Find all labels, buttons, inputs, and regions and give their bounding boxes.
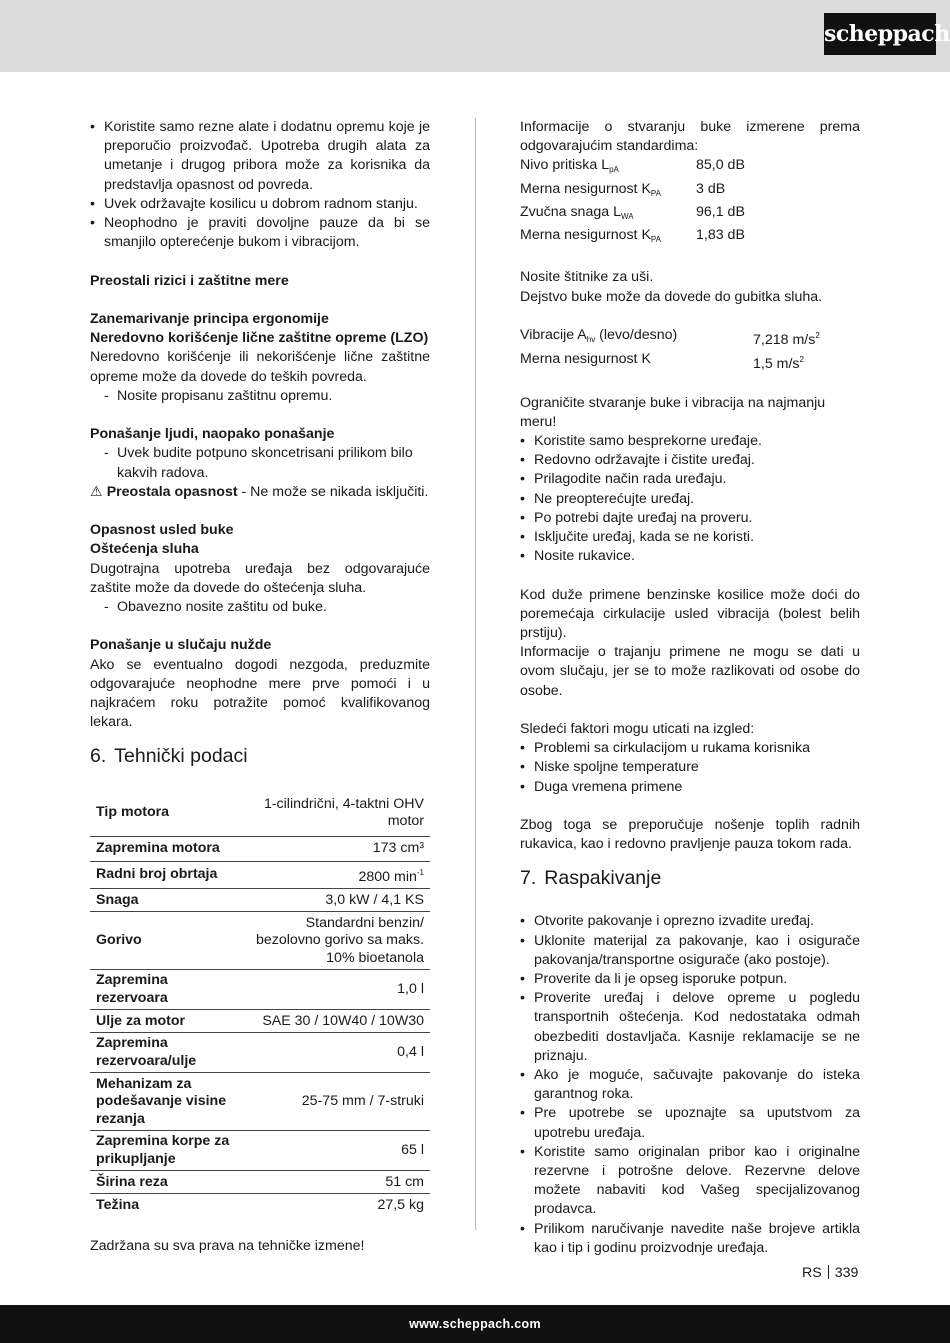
ear-protection-text: Nosite štitnike za uši. [520,269,654,286]
table-row: Širina reza 51 cm [90,1171,430,1194]
hearing-text: Dugotrajna upotreba uređaja bez odgovarajuće zaštite može da dovede do oštećenja sluha. [90,560,430,596]
ppe-dash-item: - Nosite propisanu zaštitnu opremu. [90,387,430,406]
page-number: RS 339 [802,1265,859,1281]
behavior-heading: Ponašanje ljudi, naopako ponašanje [90,426,335,443]
ppe-text: Neredovno korišćenje ili nekorišćenje lične zaštitne opreme može da dovede do teških povreda. [90,349,430,385]
unpack-bullet-list [520,912,860,1258]
right-column [520,118,860,1258]
table-row: Zapremina motora 173 cm³ [90,836,430,861]
list-item: • Nosite rukavice. [520,547,860,566]
limit-text: Ograničite stvaranje buke i vibracija na najmanju meru! [520,394,826,430]
list-item: • Redovno održavajte i čistite uređaj. [520,451,860,470]
factors-list [520,739,860,797]
table-row: Gorivo Standardni benzin/ bezolovno gorivo sa maks. 10% bioetanola [90,912,430,970]
table-row: Zapremina korpe za prikupljanje 65 l [90,1131,430,1171]
residual-risk-line [90,483,430,502]
residual-risk-text: - Ne može se nikada isključiti. [237,483,429,500]
header-bar [0,0,950,72]
gloves-text: Zbog toga se preporučuje nošenje toplih radnih rukavica, kao i redovno pravljenje pauza tokom rada. [520,817,860,853]
noise-effect-text: Dejstvo buke može da dovede do gubitka sluha. [520,288,823,305]
list-item: • Niske spoljne temperature [520,758,860,777]
list-item: • Otvorite pakovanje i oprezno izvadite uređaj. [520,912,860,931]
table-row: Zapremina rezervoara/ulje 0,4 l [90,1033,430,1073]
left-column [90,118,430,1256]
list-item: • Po potrebi dajte uređaj na proveru. [520,509,860,528]
risks-heading: Preostali rizici i zaštitne mere [90,272,289,289]
table-row: Radni broj obrtaja 2800 $\min^{-1}$ [90,861,430,889]
warning-triangle-icon: ⚠ [90,483,103,500]
footer-bar [0,1305,950,1343]
list-item: • Problemi sa cirkulacijom u rukama korisnika [520,739,860,758]
residual-risk-label: Preostala opasnost [106,483,238,500]
column-divider [475,118,476,1230]
scheppach-logo: scheppach [824,13,936,55]
ergonomics-heading: Zanemarivanje principa ergonomije [90,311,329,327]
list-item: • Proverite da li je opseg isporuke potpun. [520,970,860,989]
noise-heading: Opasnost usled buke [90,522,234,539]
list-item: • Ako je moguće, sačuvajte pakovanje do isteka garantnog roka. [520,1066,860,1104]
behavior-dash-item: - Uvek budite potpuno skoncetrisani prilikom bilo kakvih radova. [90,444,430,482]
hearing-heading: Oštećenja sluha [90,541,199,558]
list-item: • Pre upotrebe se upoznajte sa uputstvom za upotrebu uređaja. [520,1104,860,1142]
intro-bullet-list [90,118,430,252]
noise-value-row: Merna nesigurnost $K_{PA}$ 3 dB [520,180,726,198]
noise-value-row: Zvučna snaga $L_{WA}$ 96,1 dB [520,203,745,221]
list-item: • Prilagodite način rada uređaju. [520,470,860,489]
emergency-heading: Ponašanje u slučaju nužde [90,637,272,654]
list-item: • Koristite samo besprekorne uređaje. [520,432,860,451]
table-row: Tip motora 1-cilindrični, 4-taktni OHV motor [90,790,430,836]
list-item: • Duga vremena primene [520,778,860,797]
table-row: Snaga 3,0 kW / 4,1 KS [90,889,430,912]
list-item: • Koristite samo rezne alate i dodatnu opremu koje je preporučio proizvođač. Upotreba drugih alata za umetanje i drugog pribora može za korisnika da predstavlja opasnost od povreda. [90,118,430,195]
technical-changes-note: Zadržana su sva prava na tehničke izmene! [90,1237,365,1254]
section-7-title: 7. Raspakivanje [520,867,662,890]
limit-bullet-list [520,432,860,566]
website-link[interactable]: www.scheppach.com [409,1317,541,1331]
ppe-heading: Neredovno korišćenje lične zaštitne opreme (LZO) [90,330,429,347]
duration-text: Informacije o trajanju primene ne mogu se dati u ovom slučaju, jer se to može razlikovati od osobe do osobe. [520,644,860,699]
vibration-value-row: Vibracije $A_{hv}$ (levo/desno) 7,218 $m/s^2$ [520,327,820,348]
list-item: • Isključite uređaj, kada se ne koristi. [520,528,860,547]
list-item: • Ne preopterećujte uređaj. [520,490,860,509]
noise-value-row: Merna nesigurnost $K_{PA}$ 1,83 dB [520,227,745,245]
list-item: • Koristite samo originalan pribor kao i originalne rezervne i potrošne delove. Rezervne delove možete nabaviti kod Vašeg specijalizovanog prodavca. [520,1143,860,1220]
noise-value-row: Nivo pritiska $L_{pA}$ 85,0 dB [520,157,745,175]
table-row: Težina 27,5 kg [96,1196,424,1213]
list-item: • Proverite uređaj i delove opreme u pogledu transportnih oštećenja. Kod nedostataka odmah obezbediti dostavljača. Kasnije reklamacije se ne priznaju. [520,989,860,1066]
emergency-text: Ako se eventualno dogodi nezgoda, preduzmite odgovarajuće neophodne mere prve pomoći i u najkraćem roku potražite pomoć kvalifikovanog lekara. [90,656,430,731]
vibration-value-row: Merna nesigurnost K 1,5 $m/s^2$ [520,351,804,373]
noise-intro: Informacije o stvaranju buke izmerene prema odgovarajućim standardima: [520,119,860,155]
factors-intro: Sledeći faktori mogu uticati na izgled: [520,721,755,738]
hearing-dash-item: - Obavezno nosite zaštitu od buke. [90,598,430,617]
list-item: • Prilikom naručivanje navedite naše brojeve artikla kao i tip i godinu proizvodnje uređaja. [520,1220,860,1258]
section-6-title: 6. Tehnički podaci [90,745,248,768]
list-item: • Neophodno je praviti dovoljne pauze da bi se smanjilo opterećenje bukom i vibracijom. [90,214,430,252]
long-use-text: Kod duže primene benzinske kosilice može doći do poremećaja cirkulacije usled vibracija (bolest belih prstiju). [520,586,860,642]
table-row: Mehanizam za podešavanje visine rezanja 25-75 mm / 7-struki [90,1073,430,1131]
spec-table [90,790,430,1217]
table-row: Zapremina rezervoara 1,0 l [90,970,430,1010]
list-item: • Uklonite materijal za pakovanje, kao i osigurače pakovanja/transportne osigurače (ako postoje). [520,932,860,970]
table-row: Ulje za motor SAE 30 / 10W40 / 10W30 [90,1010,430,1033]
list-item: • Uvek održavajte kosilicu u dobrom radnom stanju. [90,195,430,214]
